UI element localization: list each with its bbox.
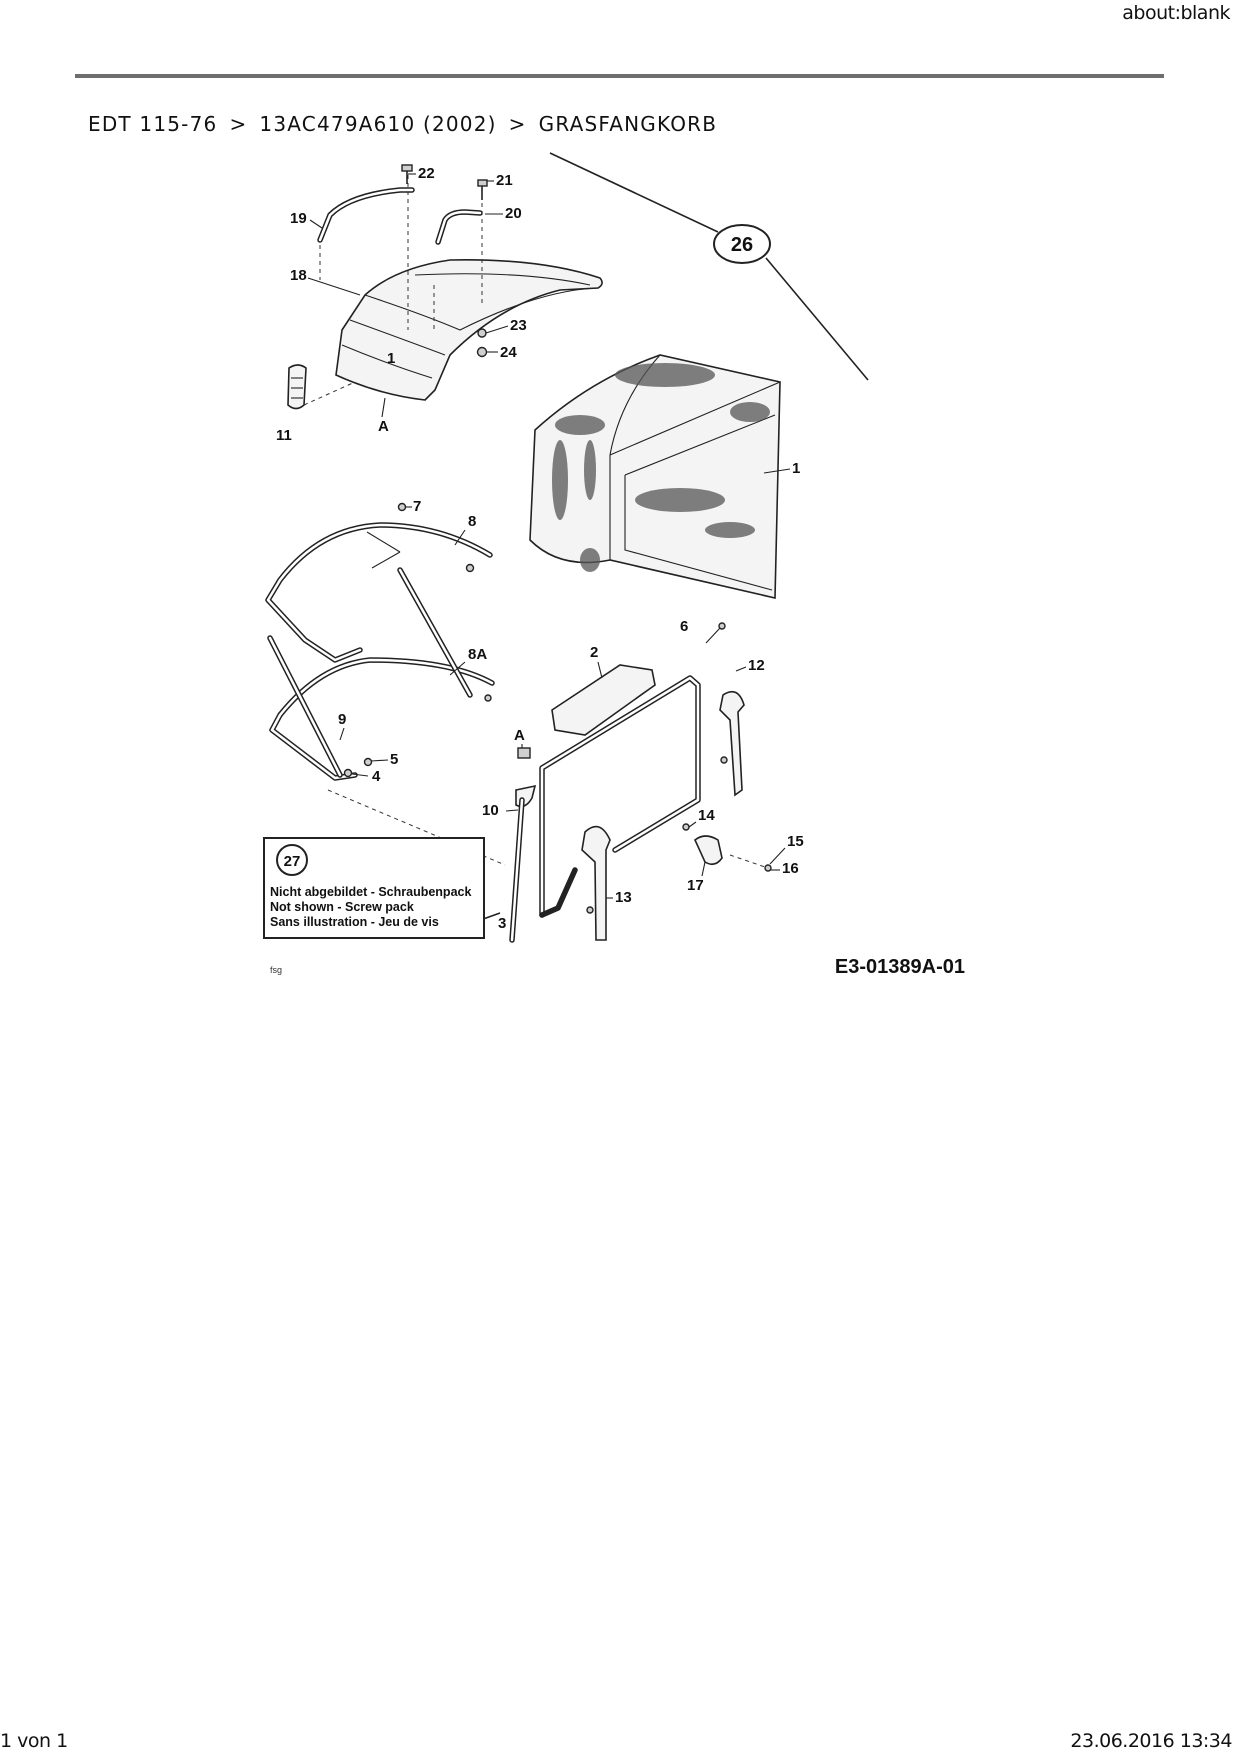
callout-6: 6 bbox=[680, 618, 689, 635]
lid-cover bbox=[336, 260, 602, 400]
screw-7 bbox=[399, 504, 406, 511]
handle-grip bbox=[288, 365, 306, 409]
leader-line bbox=[550, 153, 718, 232]
parts-diagram bbox=[260, 150, 980, 1085]
screw-21 bbox=[478, 180, 487, 186]
callout-8: 8 bbox=[468, 513, 477, 530]
screw-5 bbox=[365, 759, 372, 766]
drawing-code: E3-01389A-01 bbox=[834, 956, 965, 978]
breadcrumb-item-part-number[interactable]: 13AC479A610 (2002) bbox=[259, 112, 497, 136]
assembly-callout-label: 26 bbox=[730, 234, 754, 256]
washer-4 bbox=[345, 770, 352, 777]
screw-pack-note-de: Nicht abgebildet - Schraubenpack bbox=[270, 885, 472, 899]
callout-16: 16 bbox=[782, 860, 799, 877]
header-rule bbox=[75, 74, 1164, 78]
callout-1-bag: 1 bbox=[792, 460, 801, 477]
callout-4: 4 bbox=[372, 768, 381, 785]
callout-3: 3 bbox=[498, 915, 507, 932]
browser-url: about:blank bbox=[1122, 2, 1230, 24]
screw-6 bbox=[706, 628, 720, 643]
callout-A-bottom: A bbox=[514, 727, 525, 744]
callout-23: 23 bbox=[510, 317, 527, 334]
breadcrumb-separator: > bbox=[229, 112, 248, 136]
callout-10: 10 bbox=[482, 802, 499, 819]
frame-upper bbox=[268, 525, 490, 660]
breadcrumb-item-section: GRASFANGKORB bbox=[538, 112, 718, 136]
bracket-2 bbox=[552, 665, 655, 735]
callout-20: 20 bbox=[505, 205, 522, 222]
page-counter: 1 von 1 bbox=[0, 1730, 68, 1752]
clamp-17 bbox=[695, 836, 722, 864]
callout-22: 22 bbox=[418, 165, 435, 182]
callout-14: 14 bbox=[698, 807, 715, 824]
screw-pack-box bbox=[264, 838, 484, 938]
nut-24 bbox=[478, 348, 487, 357]
screw-22 bbox=[402, 165, 412, 171]
callout-13: 13 bbox=[615, 889, 632, 906]
callout-9: 9 bbox=[338, 711, 347, 728]
print-timestamp: 23.06.2016 13:34 bbox=[1070, 1730, 1232, 1752]
callout-24: 24 bbox=[500, 344, 517, 361]
corner-mark: fsg bbox=[270, 965, 283, 975]
callout-18: 18 bbox=[290, 267, 307, 284]
callout-17: 17 bbox=[687, 877, 704, 894]
callout-8a: 8A bbox=[468, 646, 488, 663]
callout-2: 2 bbox=[590, 644, 599, 661]
leader-line bbox=[766, 258, 868, 380]
breadcrumb-item-model[interactable]: EDT 115-76 bbox=[88, 112, 218, 136]
callout-21: 21 bbox=[496, 172, 513, 189]
callout-1-lid: 1 bbox=[387, 350, 396, 367]
callout-5: 5 bbox=[390, 751, 399, 768]
lid-handle-right bbox=[438, 212, 480, 242]
breadcrumb bbox=[88, 112, 717, 136]
screw-14 bbox=[683, 824, 689, 830]
screw-pack-note-en: Not shown - Screw pack bbox=[270, 900, 414, 914]
screw-pack-number: 27 bbox=[283, 853, 301, 870]
screw-pack-note-fr: Sans illustration - Jeu de vis bbox=[270, 915, 439, 929]
callout-A-top: A bbox=[378, 418, 389, 435]
callout-11: 11 bbox=[276, 427, 292, 444]
callout-15: 15 bbox=[787, 833, 804, 850]
callout-19: 19 bbox=[290, 210, 307, 227]
grass-bag bbox=[530, 355, 780, 598]
plate-12 bbox=[720, 692, 744, 795]
callout-12: 12 bbox=[748, 657, 765, 674]
breadcrumb-separator: > bbox=[508, 112, 527, 136]
lid-handle-left bbox=[320, 190, 412, 240]
plate-13 bbox=[582, 827, 610, 940]
callout-7: 7 bbox=[413, 498, 422, 515]
washer-23 bbox=[478, 329, 486, 337]
pivot-block bbox=[516, 786, 535, 806]
